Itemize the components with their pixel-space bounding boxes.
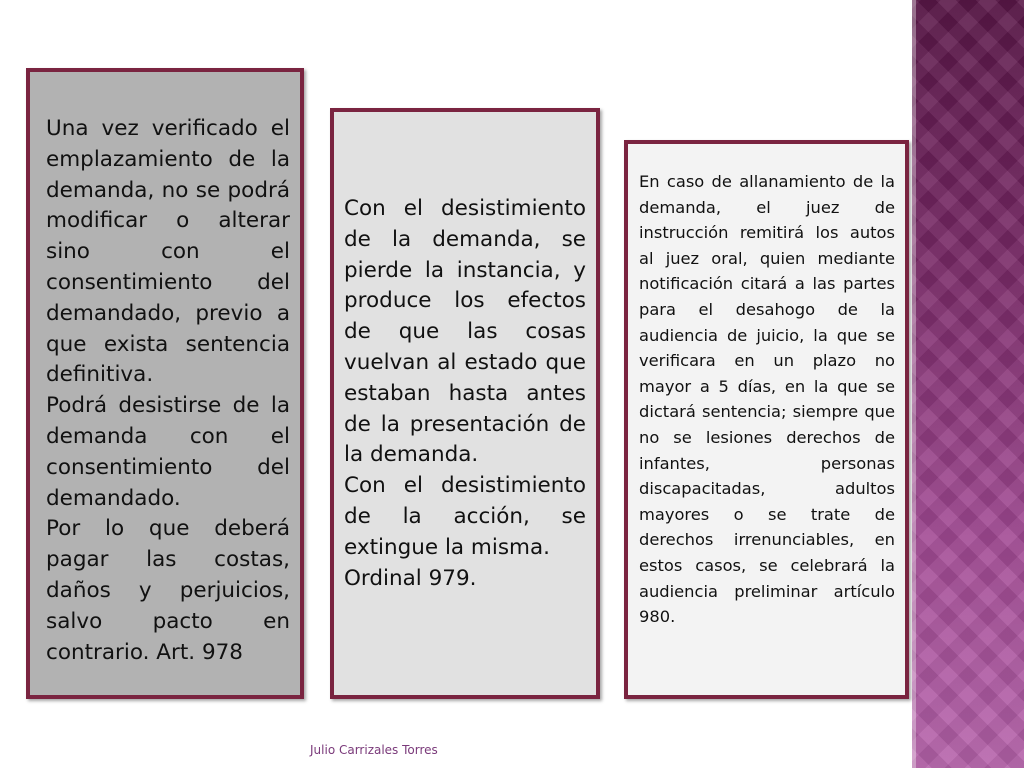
box-1-paragraph-3: Por lo que deberá pagar las costas, daños y perjuicios, salvo pacto en contrario. Art. 978	[46, 516, 290, 665]
box-2-paragraph-3: Ordinal 979.	[344, 565, 477, 591]
box-2-paragraph-2: Con el desistimiento de la acción, se extingue la misma.	[344, 473, 586, 560]
text-box-desistimiento	[330, 108, 600, 699]
box-1-paragraph-2: Podrá desistirse de la demanda con el consentimiento del demandado.	[46, 393, 290, 511]
footer-author: Julio Carrizales Torres	[310, 743, 438, 757]
text-box-allanamiento	[624, 140, 909, 699]
box-3-paragraph-1: En caso de allanamiento de la demanda, el juez de instrucción remitirá los autos al juez oral, quien mediante notificación citará a las partes para el desahogo de la audiencia de juicio, la que se verificara en un plazo no mayor a 5 días, en la que se dictará sentencia; siempre que no se lesiones derechos de infantes, personas discapacitadas, adultos mayores o se trate de derechos irrenunciables, en estos casos, se celebrará la audiencia preliminar artículo 980.	[639, 172, 895, 627]
box-1-paragraph-1: Una vez verificado el emplazamiento de la demanda, no se podrá modificar o alterar sino con el consentimiento del demandado, previo a que exista sentencia definitiva.	[46, 116, 290, 388]
box-2-paragraph-1: Con el desistimiento de la demanda, se pierde la instancia, y produce los efectos de que las cosas vuelvan al estado que estaban hasta antes de la presentación de la demanda.	[344, 196, 586, 468]
decorative-side-band	[912, 0, 1024, 768]
text-box-emplazamiento	[26, 68, 304, 699]
